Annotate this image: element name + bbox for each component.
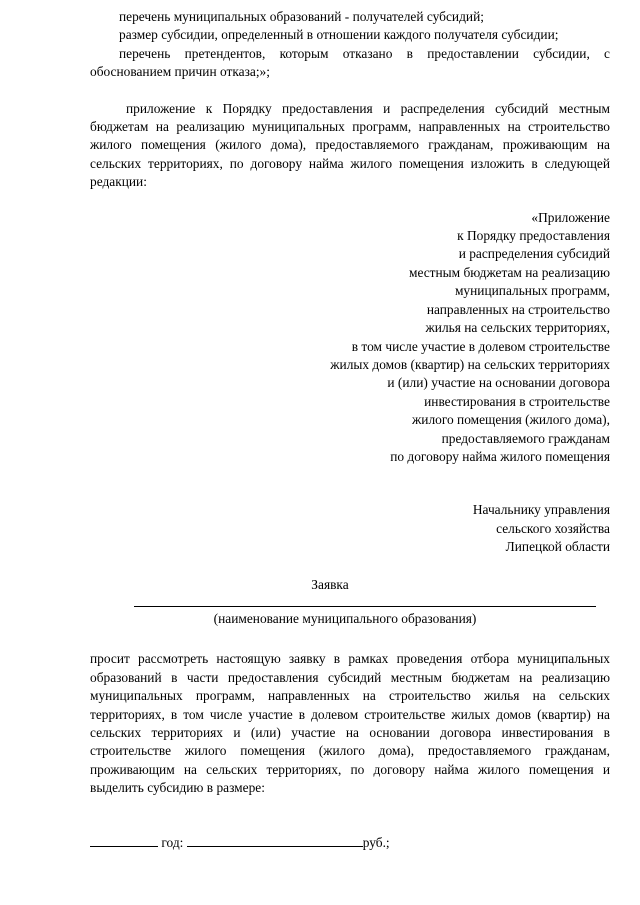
municipality-caption: (наименование муниципального образования) <box>213 610 477 626</box>
intro-item-1: перечень муниципальных образований - получателей субсидий; <box>119 9 484 24</box>
appendix-line: и распределения субсидий <box>458 246 610 262</box>
appendix-header <box>90 209 610 467</box>
request-paragraph: просит рассмотреть настоящую заявку в рамках проведения отбора муниципальных образований в части предоставления субсидий местным бюджетам на реализацию муниципальных программ, направленных на строительство жилья на сельских территориях, в том числе участие в долевом строительстве жилых домов (квартир) на сельских территориях и (или) участие на основании договора инвестирования в строительстве жилого помещения (жилого дома), предоставляемого гражданам, проживающим на сельских территориях, по договору найма жилого помещения и выделить субсидию в размере: <box>90 651 610 796</box>
amount-line <box>90 834 610 852</box>
municipality-name-line <box>134 606 596 607</box>
appendix-line: муниципальных программ, <box>454 283 610 299</box>
currency-label: руб.; <box>362 834 390 850</box>
amendment-paragraph: приложение к Порядку предоставления и распределения субсидий местным бюджетам на реализацию муниципальных программ, направленных на строительство жилого помещения (жилого дома), предоставляемого гражданам, проживающим на сельских территориях, по договору найма жилого помещения изложить в следующей редакции: <box>90 100 610 190</box>
appendix-line: местным бюджетам на реализацию <box>408 264 610 280</box>
appendix-line: в том числе участие в долевом строительстве <box>351 338 610 354</box>
appendix-line: жилых домов (квартир) на сельских территориях <box>330 356 610 372</box>
appendix-line: жилья на сельских территориях, <box>425 320 610 336</box>
form-title: Заявка <box>311 576 349 592</box>
addressee-line: сельского хозяйства <box>496 520 610 536</box>
year-label: год: <box>161 834 184 850</box>
addressee-line: Липецкой области <box>505 539 610 555</box>
appendix-line: и (или) участие на основании договора <box>387 375 610 391</box>
appendix-line: к Порядку предоставления <box>457 228 610 244</box>
appendix-line: инвестирования в строительстве <box>424 393 610 409</box>
appendix-line: предоставляемого гражданам <box>441 430 610 446</box>
appendix-line: направленных на строительство <box>426 301 610 317</box>
appendix-line: жилого помещения (жилого дома), <box>412 412 610 428</box>
year-blank <box>90 846 158 847</box>
intro-item-2: размер субсидии, определенный в отношении каждого получателя субсидии; <box>119 27 559 43</box>
document-page <box>90 8 610 852</box>
amount-blank <box>187 846 363 847</box>
intro-item-3: перечень претендентов, которым отказано в предоставлении субсидии, с обоснованием причин отказа;»; <box>90 45 610 80</box>
addressee-line: Начальнику управления <box>472 502 610 518</box>
appendix-line: «Приложение <box>531 209 610 225</box>
addressee-block <box>90 501 610 556</box>
appendix-line: по договору найма жилого помещения <box>390 448 610 464</box>
